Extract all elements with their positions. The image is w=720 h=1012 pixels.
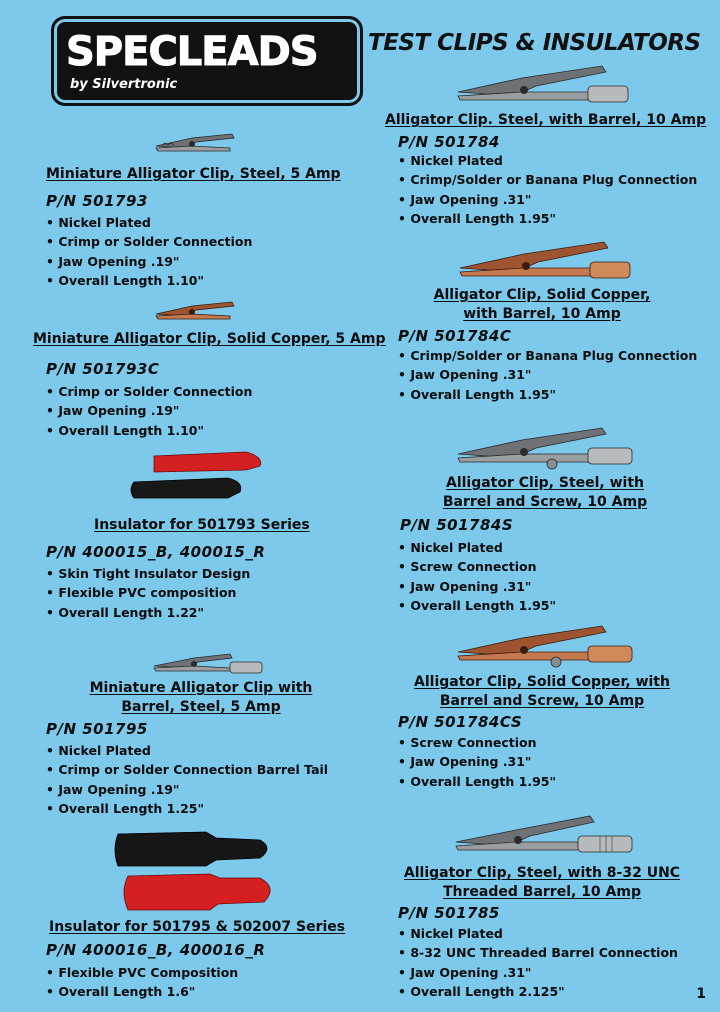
feature-item: • Crimp or Solder Connection [46,382,252,401]
product-title: Miniature Alligator Clip, Solid Copper, 5 Amp [33,331,386,347]
insulator-400016-image [110,826,285,914]
feature-list [398,538,556,615]
feature-list [398,924,678,1001]
feature-list [398,346,697,404]
product-title [46,679,356,717]
feature-item: • Crimp or Solder Connection [46,232,252,251]
feature-item: • Overall Length 1.95" [398,772,556,791]
feature-item: • Nickel Plated [46,213,252,232]
steel-threaded-barrel-clip-image [450,812,636,858]
product-title: Alligator Clip. Steel, with Barrel, 10 Amp [385,112,707,128]
product-title [400,864,684,902]
feature-item: • Jaw Opening .31" [398,577,556,596]
part-number: P/N 501784CS [398,713,523,731]
feature-item: • Crimp or Solder Connection Barrel Tail [46,760,328,779]
feature-item: • Overall Length 1.22" [46,603,250,622]
feature-list [46,213,252,290]
part-number: P/N 501785 [398,904,500,922]
feature-item: • Crimp/Solder or Banana Plug Connection [398,346,697,365]
product-title: Insulator for 501795 & 502007 Series [49,919,346,935]
feature-item: • Overall Length 1.6" [46,982,238,1001]
feature-list [46,382,252,440]
feature-list [398,151,697,228]
title-line: Alligator Clip, Steel, with [445,475,645,491]
feature-item: • Jaw Opening .31" [398,190,697,209]
part-number: P/N 501784S [400,516,514,534]
part-number: P/N 501793 [46,192,148,210]
page-number: 1 [696,986,706,1002]
feature-item: • Nickel Plated [46,741,328,760]
feature-item: • Jaw Opening .31" [398,365,697,384]
copper-barrel-clip-image [454,238,634,284]
page-title: TEST CLIPS & INSULATORS [368,30,701,56]
feature-item: • Overall Length 1.95" [398,596,556,615]
feature-item: • Skin Tight Insulator Design [46,564,250,583]
feature-item: • Jaw Opening .19" [46,252,252,271]
insulator-400015-image [128,448,268,506]
steel-screw-clip-image [452,424,636,472]
feature-item: • Overall Length 1.95" [398,209,697,228]
feature-item: • Crimp/Solder or Banana Plug Connection [398,170,697,189]
part-number: P/N 501784 [398,133,500,151]
title-line: Barrel and Screw, 10 Amp [439,693,645,709]
feature-item: • Flexible PVC Composition [46,963,238,982]
product-title [404,673,680,711]
product-title: Insulator for 501793 Series [94,517,310,533]
title-line: Miniature Alligator Clip with [89,680,313,696]
feature-item: • Nickel Plated [398,151,697,170]
feature-item: • Overall Length 1.95" [398,385,697,404]
title-line: Barrel and Screw, 10 Amp [442,494,648,510]
feature-item: • Overall Length 2.125" [398,982,678,1001]
part-number: P/N 400016_B, 400016_R [46,941,266,959]
miniature-barrel-clip-image [150,650,268,676]
title-line: with Barrel, 10 Amp [463,306,621,322]
logo-tagline: by Silvertronic [70,77,178,92]
miniature-steel-clip-image [152,128,238,156]
title-line: Alligator Clip, Steel, with 8-32 UNC [403,865,681,881]
specleads-logo [51,16,363,106]
feature-item: • Jaw Opening .31" [398,752,556,771]
copper-screw-clip-image [452,622,636,670]
feature-item: • Overall Length 1.10" [46,421,252,440]
feature-item: • Nickel Plated [398,924,678,943]
feature-item: • Overall Length 1.25" [46,799,328,818]
product-title [426,474,664,512]
title-line: Alligator Clip, Solid Copper, [433,287,651,303]
title-line: Threaded Barrel, 10 Amp [443,884,641,900]
feature-item: • Nickel Plated [398,538,556,557]
steel-barrel-clip-image [452,62,632,108]
part-number: P/N 501795 [46,720,148,738]
product-title [404,286,680,324]
title-line: Barrel, Steel, 5 Amp [121,699,281,715]
feature-item: • Jaw Opening .31" [398,963,678,982]
logo-wordmark: SPECLEADS [66,29,318,75]
part-number: P/N 501793C [46,360,160,378]
miniature-copper-clip-image [152,296,238,324]
feature-item: • Jaw Opening .19" [46,401,252,420]
feature-list [46,564,250,622]
title-line: Alligator Clip, Solid Copper, with [414,674,670,690]
feature-list [46,741,328,818]
part-number: P/N 501784C [398,327,512,345]
feature-list [398,733,556,791]
feature-item: • Screw Connection [398,733,556,752]
feature-item: • Overall Length 1.10" [46,271,252,290]
product-title: Miniature Alligator Clip, Steel, 5 Amp [46,166,341,182]
feature-list [46,963,238,1002]
feature-item: • 8-32 UNC Threaded Barrel Connection [398,943,678,962]
feature-item: • Flexible PVC composition [46,583,250,602]
feature-item: • Screw Connection [398,557,556,576]
feature-item: • Jaw Opening .19" [46,780,328,799]
part-number: P/N 400015_B, 400015_R [46,543,266,561]
